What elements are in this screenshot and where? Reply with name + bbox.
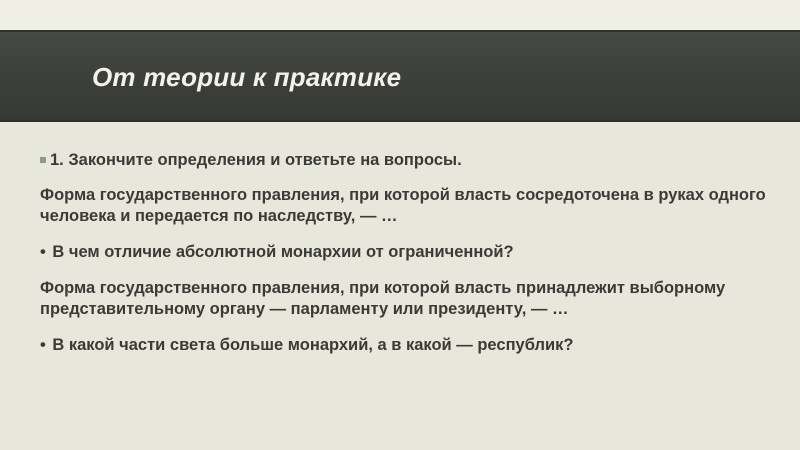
question-monarchy-difference xyxy=(40,242,790,263)
title-band xyxy=(0,30,800,122)
definition-republic: Форма государственного правления, при которой власть принадлежит выборному представительному органу — парламенту или президенту, — … xyxy=(40,279,726,318)
bullet-icon: • xyxy=(40,336,46,354)
slide-content xyxy=(40,150,790,371)
task-heading xyxy=(40,150,790,171)
square-bullet-icon xyxy=(40,157,46,163)
question-world-parts-text: В какой части света больше монархий, а в какой — республик? xyxy=(52,336,574,354)
question-monarchy-difference-text: В чем отличие абсолютной монархии от ограниченной? xyxy=(52,243,514,261)
top-band xyxy=(0,0,800,30)
definition-monarchy: Форма государственного правления, при которой власть сосредоточена в руках одного человека и передается по наследству, — … xyxy=(40,186,766,225)
slide-title: От теории к практике xyxy=(92,62,402,92)
bullet-icon: • xyxy=(40,243,46,261)
task-heading-text: 1. Закончите определения и ответьте на вопросы. xyxy=(50,151,462,169)
question-world-parts xyxy=(40,335,790,356)
